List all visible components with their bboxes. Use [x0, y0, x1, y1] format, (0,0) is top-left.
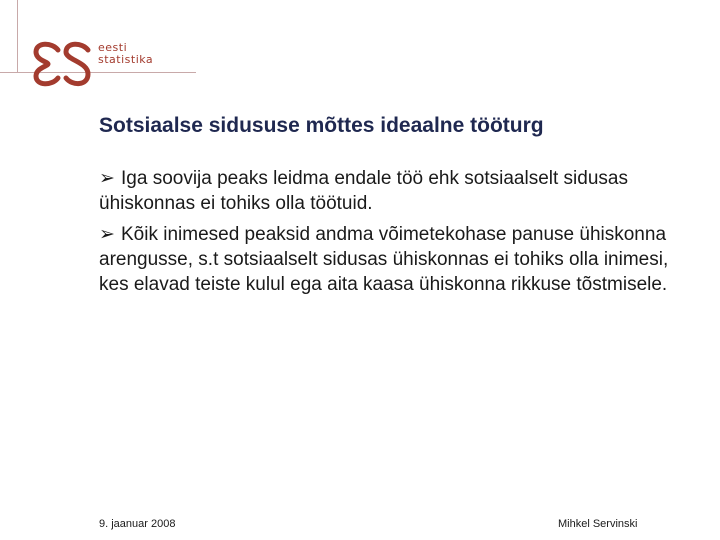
decorative-vertical-line	[17, 0, 18, 72]
logo-line-1: eesti	[98, 41, 128, 54]
bullet-item	[99, 166, 699, 216]
logo-wordmark	[98, 42, 153, 66]
slide-content	[99, 166, 699, 303]
arrow-bullet-icon: ➢	[99, 224, 115, 245]
bullet-text: Kõik inimesed peaksid andma võimetekohase panuse ühiskonna arengusse, s.t sotsiaalselt sidusas ühiskonnas ei tohiks olla inimesi, kes elavad teiste kulul ega aita kaasa ühiskonna rikkuse tõstmisele.	[99, 224, 669, 295]
es-logo-icon	[30, 38, 94, 90]
footer-date: 9. jaanuar 2008	[99, 518, 176, 530]
bullet-item	[99, 222, 699, 297]
slide-title: Sotsiaalse sidususe mõttes ideaalne tööturg	[99, 114, 544, 137]
logo-line-2: statistika	[98, 53, 154, 66]
bullet-text: Iga soovija peaks leidma endale töö ehk sotsiaalselt sidusas ühiskonnas ei tohiks olla töötuid.	[99, 168, 628, 214]
footer-author: Mihkel Servinski	[558, 518, 638, 530]
arrow-bullet-icon: ➢	[99, 168, 115, 189]
